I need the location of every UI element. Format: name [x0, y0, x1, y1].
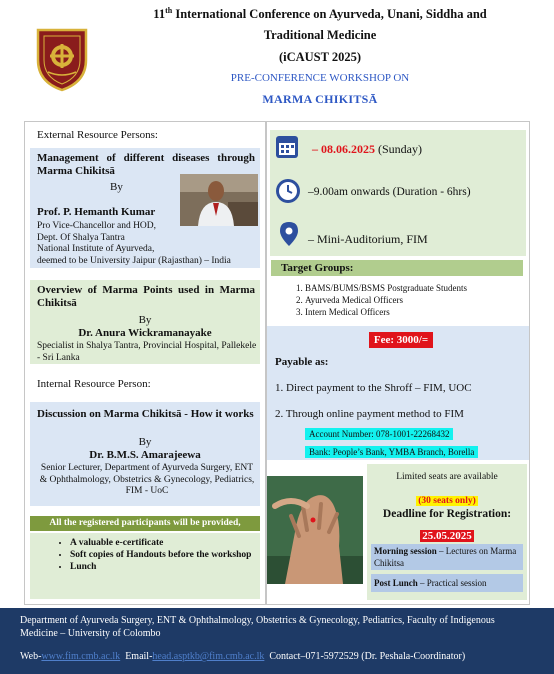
talk-1-details: Pro Vice-Chancellor and HOD, Dept. Of Shalya Tantra National Institute of Ayurveda, deemed to be University Jaipur (Rajasthan) – India [37, 221, 231, 266]
talk-3-title: Discussion on Marma Chikitsā - How it works [37, 408, 254, 420]
provided-item: • Lunch [70, 561, 252, 573]
footer [0, 608, 554, 674]
deadline-date-wrap [367, 526, 527, 544]
target-group-item: 3. Intern Medical Officers [305, 306, 467, 318]
internal-resource-label: Internal Resource Person: [37, 378, 151, 390]
payment-option-2: 2. Through online payment method to FIM [275, 408, 464, 420]
calendar-icon [276, 136, 298, 158]
deadline-date: 25.05.2025 [422, 530, 472, 542]
talk-2-details: Specialist in Shalya Tantra, Provincial Hospital, Pallekele - Sri Lanka [37, 341, 257, 363]
talk-1-by: By [110, 181, 123, 193]
talk-2-speaker: Dr. Anura Wickramanayake [78, 327, 212, 339]
email-link[interactable]: head.asptkb@fim.cmb.ac.lk [152, 651, 265, 662]
bank-details: Bank: People’s Bank, YMBA Branch, Borella [305, 446, 478, 458]
header-line-2: Traditional Medicine [263, 28, 377, 42]
talk-1-box [30, 148, 260, 268]
university-crest-logo [34, 26, 90, 92]
clock-icon [275, 178, 301, 204]
right-column [266, 121, 530, 605]
payable-title: Payable as: [275, 356, 329, 368]
target-group-item: 1. BAMS/BUMS/BSMS Postgraduate Students [305, 282, 467, 294]
provided-item: • A valuable e-certificate [70, 537, 252, 549]
deadline-title: Deadline for Registration: [382, 508, 512, 520]
talk-3-by: By [138, 436, 152, 448]
talk-3-speaker: Dr. B.M.S. Amarajeewa [89, 449, 201, 461]
talk-2-by: By [138, 314, 152, 326]
seats-count: (30 seats only) [418, 496, 476, 506]
post-lunch-session: Post Lunch – Practical session [371, 574, 523, 592]
talk-2-title: Overview of Marma Points used in Marma Chikitsā [37, 284, 255, 309]
talk-3-details: Senior Lecturer, Department of Ayurveda Surgery, ENT & Ophthalmology, Obstetrics & Gynecology, Pediatrics, FIM - UoC [39, 463, 255, 496]
talk-1-speaker: Prof. P. Hemanth Kumar [37, 206, 156, 218]
talk-2-box [30, 280, 260, 364]
account-number: Account Number: 078-1001-22268432 [305, 428, 453, 440]
left-column [24, 121, 266, 605]
target-groups-header: Target Groups: [271, 260, 523, 276]
provided-item: • Soft copies of Handouts before the workshop [70, 549, 252, 561]
seats-count-wrap [367, 490, 527, 508]
header-line-3: (iCAUST 2025) [278, 50, 362, 64]
payment-box [267, 326, 529, 460]
event-info-box [270, 130, 526, 256]
external-resource-label: External Resource Persons: [37, 129, 158, 141]
provided-banner: All the registered participants will be provided, [30, 516, 260, 531]
payment-option-1: 1. Direct payment to the Shroff – FIM, UOC [275, 382, 472, 394]
provided-list [56, 537, 252, 573]
registration-box [367, 464, 527, 600]
event-date-line: – 08.06.2025 (Sunday) [312, 142, 422, 156]
limited-seats-text: Limited seats are available [396, 472, 498, 482]
header-line-1: 11th International Conference on Ayurveda, Unani, Siddha and [153, 6, 487, 22]
event-time: –9.00am onwards (Duration - 6hrs) [308, 186, 471, 198]
provided-list-box [30, 533, 260, 599]
fee-badge: Fee: 3000/= [369, 332, 433, 348]
website-link[interactable]: www.fim.cmb.ac.lk [41, 651, 121, 662]
talk-1-title: Management of different diseases through Marma Chikitsā [37, 152, 255, 177]
location-pin-icon [280, 222, 298, 246]
talk-3-box [30, 402, 260, 506]
workshop-title: MARMA CHIKITSĀ [262, 92, 378, 106]
workshop-subtitle: PRE-CONFERENCE WORKSHOP ON [230, 72, 410, 84]
hand-massage-photo [267, 476, 363, 584]
target-groups-list [291, 282, 467, 318]
footer-contact-line: Web-www.fim.cmb.ac.lk Email-head.asptkb@fim.cmb.ac.lk Contact–071-5972529 (Dr. Peshala-Coordinator) [20, 651, 466, 662]
contact-number: Contact–071-5972529 (Dr. Peshala-Coordinator) [269, 651, 466, 662]
poster-header [0, 0, 554, 120]
event-venue: – Mini-Auditorium, FIM [308, 232, 428, 246]
footer-department: Department of Ayurveda Surgery, ENT & Ophthalmology, Obstetrics & Gynecology, Pediatrics, Faculty of Indigenous Medicine – University of Colombo [20, 615, 495, 639]
target-group-item: 2. Ayurveda Medical Officers [305, 294, 467, 306]
morning-session: Morning session – Lectures on Marma Chikitsa [371, 544, 523, 570]
speaker-photo [180, 174, 258, 226]
